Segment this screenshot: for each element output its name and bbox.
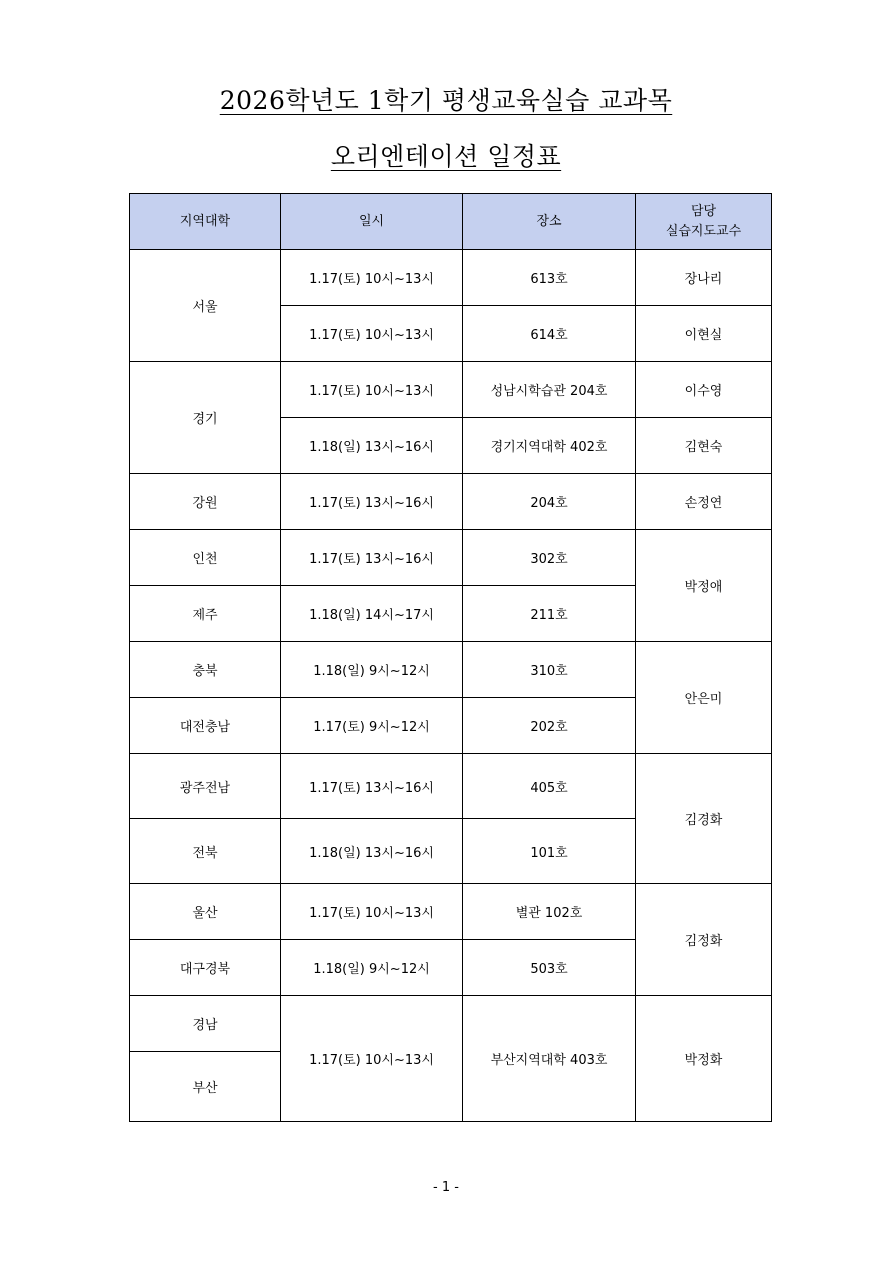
region-cell: 충북 xyxy=(130,642,281,698)
professor-cell: 이현실 xyxy=(636,306,772,362)
document-title-line2: 오리엔테이션 일정표 xyxy=(330,142,562,171)
professor-cell: 김현숙 xyxy=(636,418,772,474)
professor-cell: 박정화 xyxy=(636,996,772,1122)
professor-cell: 김정화 xyxy=(636,884,772,996)
datetime-cell: 1.17(토) 10시~13시 xyxy=(281,996,463,1122)
region-cell: 경기 xyxy=(130,362,281,474)
region-cell: 부산 xyxy=(130,1052,281,1122)
header-location: 장소 xyxy=(463,194,636,250)
datetime-cell: 1.17(토) 13시~16시 xyxy=(281,530,463,586)
page-number: - 1 - xyxy=(433,1180,459,1195)
region-cell: 울산 xyxy=(130,884,281,940)
region-cell: 대구경북 xyxy=(130,940,281,996)
location-cell: 405호 xyxy=(463,754,636,819)
datetime-cell: 1.18(일) 13시~16시 xyxy=(281,418,463,474)
datetime-cell: 1.17(토) 10시~13시 xyxy=(281,306,463,362)
orientation-schedule-table xyxy=(129,193,772,1122)
table-row xyxy=(130,754,772,819)
table-row xyxy=(130,996,772,1052)
professor-cell: 안은미 xyxy=(636,642,772,754)
datetime-cell: 1.18(일) 14시~17시 xyxy=(281,586,463,642)
table-row xyxy=(130,250,772,306)
table-row xyxy=(130,474,772,530)
location-cell: 204호 xyxy=(463,474,636,530)
location-cell: 613호 xyxy=(463,250,636,306)
table-row xyxy=(130,530,772,586)
document-title-line1: 2026학년도 1학기 평생교육실습 교과목 xyxy=(219,86,673,115)
header-professor-line2: 실습지도교수 xyxy=(665,223,742,239)
region-cell: 강원 xyxy=(130,474,281,530)
location-cell: 302호 xyxy=(463,530,636,586)
datetime-cell: 1.17(토) 10시~13시 xyxy=(281,362,463,418)
datetime-cell: 1.17(토) 9시~12시 xyxy=(281,698,463,754)
table-row xyxy=(130,884,772,940)
professor-cell: 김경화 xyxy=(636,754,772,884)
location-cell: 503호 xyxy=(463,940,636,996)
region-cell: 전북 xyxy=(130,819,281,884)
datetime-cell: 1.17(토) 13시~16시 xyxy=(281,754,463,819)
region-cell: 인천 xyxy=(130,530,281,586)
location-cell: 성남시학습관 204호 xyxy=(463,362,636,418)
region-cell: 광주전남 xyxy=(130,754,281,819)
datetime-cell: 1.18(일) 13시~16시 xyxy=(281,819,463,884)
datetime-cell: 1.17(토) 10시~13시 xyxy=(281,884,463,940)
region-cell: 제주 xyxy=(130,586,281,642)
datetime-cell: 1.18(일) 9시~12시 xyxy=(281,642,463,698)
location-cell: 부산지역대학 403호 xyxy=(463,996,636,1122)
datetime-cell: 1.17(토) 13시~16시 xyxy=(281,474,463,530)
location-cell: 202호 xyxy=(463,698,636,754)
datetime-cell: 1.17(토) 10시~13시 xyxy=(281,250,463,306)
datetime-cell: 1.18(일) 9시~12시 xyxy=(281,940,463,996)
header-professor-line1: 담당 xyxy=(690,203,717,219)
header-region: 지역대학 xyxy=(130,194,281,250)
region-cell: 대전충남 xyxy=(130,698,281,754)
location-cell: 614호 xyxy=(463,306,636,362)
region-cell: 경남 xyxy=(130,996,281,1052)
header-datetime: 일시 xyxy=(281,194,463,250)
location-cell: 101호 xyxy=(463,819,636,884)
professor-cell: 장나리 xyxy=(636,250,772,306)
location-cell: 310호 xyxy=(463,642,636,698)
location-cell: 211호 xyxy=(463,586,636,642)
region-cell: 서울 xyxy=(130,250,281,362)
table-header-row xyxy=(130,194,772,250)
professor-cell: 손정연 xyxy=(636,474,772,530)
table-row xyxy=(130,362,772,418)
header-professor xyxy=(636,194,772,250)
professor-cell: 이수영 xyxy=(636,362,772,418)
location-cell: 별관 102호 xyxy=(463,884,636,940)
location-cell: 경기지역대학 402호 xyxy=(463,418,636,474)
table-row xyxy=(130,642,772,698)
professor-cell: 박정애 xyxy=(636,530,772,642)
